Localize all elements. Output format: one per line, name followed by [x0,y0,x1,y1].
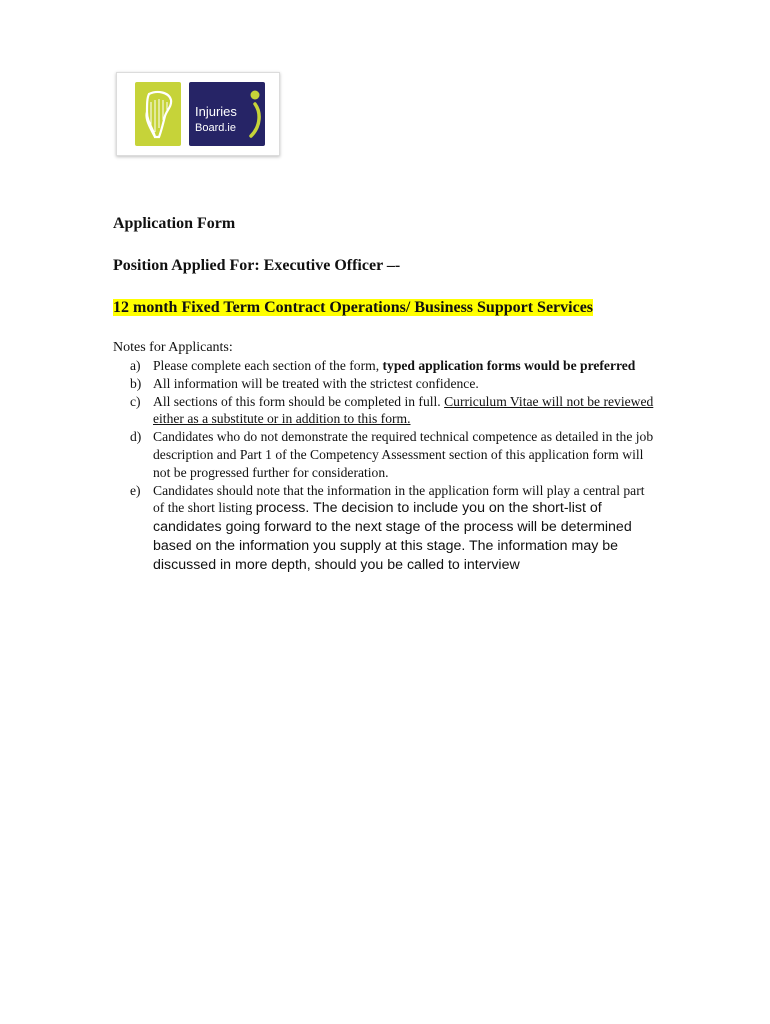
logo-line1: Injuries [195,104,237,119]
form-title: Application Form [113,215,236,232]
note-text: All information will be treated with the strictest confidence. [153,375,479,391]
note-text: Please complete each section of the form, [153,358,383,373]
note-underlined-text: Curriculum Vitae will not be reviewed either as a substitute or in addition to this form. [153,393,654,427]
notes-label: Notes for Applicants: [113,340,233,355]
list-item [113,375,658,393]
list-marker: a) [130,358,141,373]
logo-wordmark [189,82,265,146]
list-item [113,428,658,481]
list-marker: b) [130,375,142,391]
notes-list [113,357,658,575]
contract-heading [113,298,593,318]
note-sans-text: process. The decision to include you on the short-list of candidates going forward to the next stage of the process will be determined based on the information you supply at this stage. The information may be discussed in more depth, should you be called to interview [153,500,632,573]
list-marker: d) [130,429,142,445]
note-text: Candidates who do not demonstrate the required technical competence as detailed in the job description and Part 1 of the Competency Assessment section of this application form will not be progressed further for consideration. [153,429,654,480]
list-item [113,393,658,429]
logo-i-mark-icon [189,82,265,146]
list-marker: c) [130,393,141,409]
list-item [113,357,658,375]
list-marker: e) [130,482,141,498]
harp-icon [135,82,181,146]
logo-line2: Board.ie [195,122,236,134]
note-bold-text: typed application forms would be preferred [382,358,636,373]
position-heading: Position Applied For: Executive Officer –- [113,257,401,274]
contract-heading-highlight: 12 month Fixed Term Contract Operations/ Business Support Services [113,299,594,316]
note-text: Candidates should note that the information in the application form will play a central part of the short listing [153,482,645,516]
list-item [113,482,658,575]
note-text: All sections of this form should be completed in full. [153,393,445,409]
